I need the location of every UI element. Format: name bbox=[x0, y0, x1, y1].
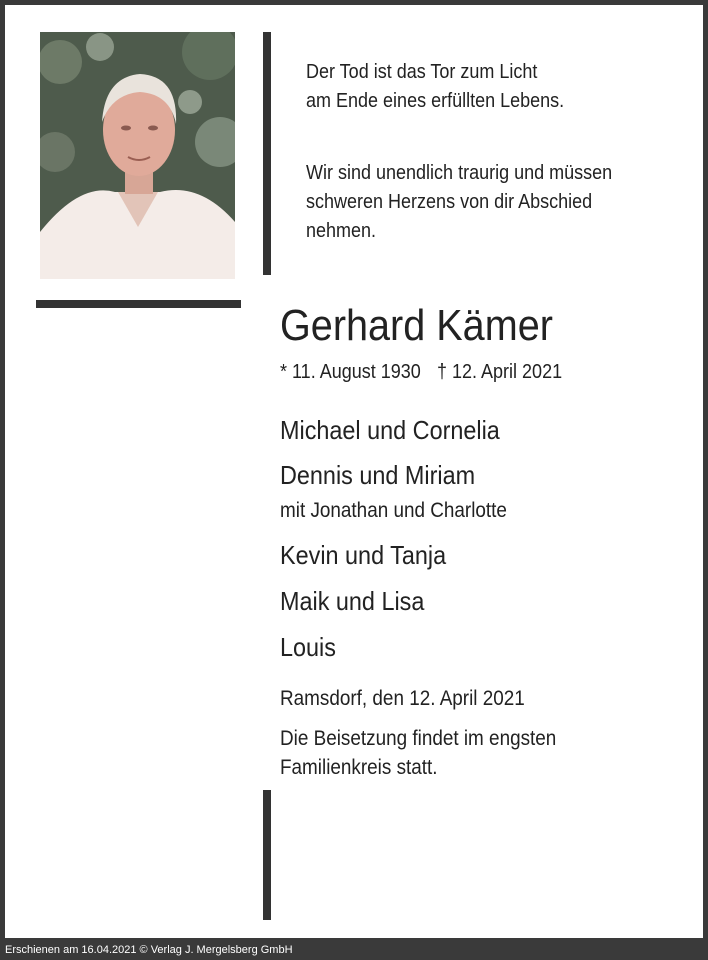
portrait-photo bbox=[40, 32, 235, 279]
mourner: Kevin und Tanja bbox=[280, 540, 447, 570]
death-date: † 12. April 2021 bbox=[436, 361, 563, 383]
verse-line: Wir sind unendlich traurig und müssen bbox=[306, 162, 613, 184]
mourner-children: mit Jonathan und Charlotte bbox=[280, 499, 507, 522]
birth-date: * 11. August 1930 bbox=[280, 361, 421, 383]
verse-line: nehmen. bbox=[306, 220, 377, 242]
verse-line: schweren Herzens von dir Abschied bbox=[306, 191, 593, 213]
mourner: Maik und Lisa bbox=[280, 586, 425, 616]
verse-quote bbox=[306, 58, 564, 116]
publication-footer: Erschienen am 16.04.2021 © Verlag J. Mergelsberg GmbH bbox=[5, 944, 293, 956]
life-dates bbox=[280, 361, 562, 384]
divider-vertical-bottom bbox=[263, 790, 271, 920]
burial-note-line: Die Beisetzung findet im engsten bbox=[280, 727, 557, 750]
verse-line: Der Tod ist das Tor zum Licht bbox=[306, 61, 538, 83]
verse-line: am Ende eines erfüllten Lebens. bbox=[306, 90, 565, 112]
divider-horizontal bbox=[36, 300, 241, 308]
burial-note-line: Familienkreis statt. bbox=[280, 756, 438, 779]
obituary-sheet bbox=[5, 5, 703, 938]
mourner: Dennis und Miriam bbox=[280, 460, 476, 490]
divider-vertical-top bbox=[263, 32, 271, 275]
mourner: Louis bbox=[280, 632, 336, 662]
mourner: Michael und Cornelia bbox=[280, 415, 500, 445]
deceased-name: Gerhard Kämer bbox=[280, 301, 553, 350]
place-date: Ramsdorf, den 12. April 2021 bbox=[280, 687, 525, 710]
mourning-text bbox=[306, 159, 612, 246]
